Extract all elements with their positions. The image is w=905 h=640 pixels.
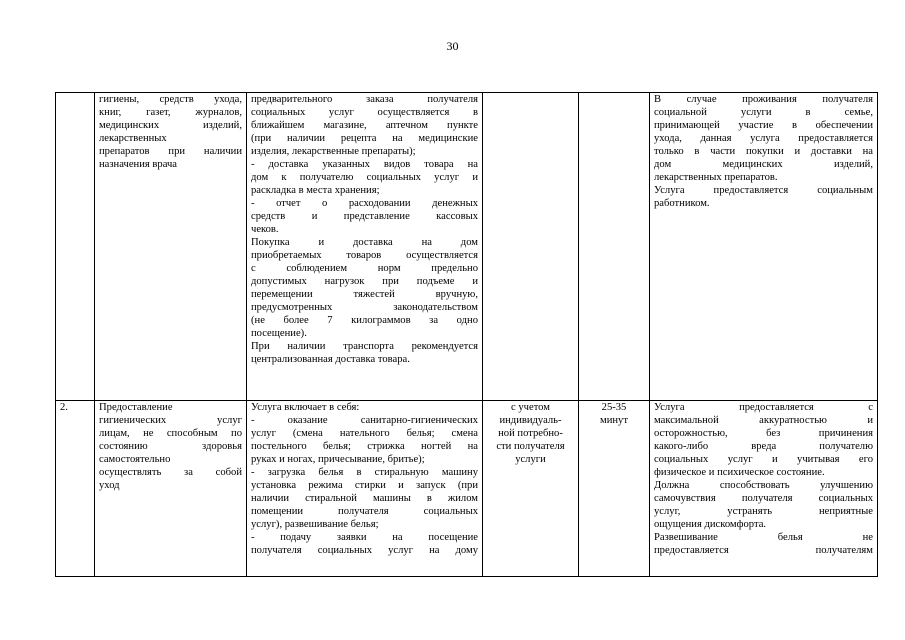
services-table <box>55 92 878 577</box>
text-line: Покупка и доставка на дом <box>251 237 478 248</box>
page-number: 30 <box>446 39 459 53</box>
text-line: ощущения дискомфорта. <box>654 519 767 530</box>
text-line: 25-35 <box>601 402 627 413</box>
text-line: лекарственных препаратов. <box>654 172 778 183</box>
text-line: лицам, не способным по <box>99 428 242 439</box>
text-line: посещение). <box>251 328 307 339</box>
text-line: сти получателя <box>496 441 565 452</box>
text-line: услуг (смена нательного белья; смена <box>251 428 478 439</box>
table-row <box>56 401 878 577</box>
text-line: перемещении тяжестей вручную, <box>251 289 478 300</box>
cell-notes <box>650 401 878 577</box>
text-line: ближайшем магазине, аптечном пункте <box>251 120 478 131</box>
text-line: лекарственных <box>99 133 167 144</box>
text-line: книг, газет, журналов, <box>99 107 242 118</box>
cell-number <box>56 93 95 401</box>
text-line: приобретаемых товаров осуществляется <box>251 250 478 261</box>
text-line: - подачу заявки на посещение <box>251 532 478 543</box>
text-line: самостоятельно <box>99 454 171 465</box>
text-line: руках и ногах, причесывание, бритье); <box>251 454 425 465</box>
text-line: только в части покупки и доставки на <box>654 146 873 157</box>
cell-service-content <box>247 93 483 401</box>
text-line: уход <box>99 480 120 491</box>
text-line: принимающей участие в обеспечении <box>654 120 873 131</box>
text-line: ухода, данная услуга предоставляется <box>654 133 873 144</box>
text-line: предварительного заказа получателя <box>251 94 478 105</box>
text-line: - загрузка белья в стиральную машину <box>251 467 478 478</box>
cell-number: 2. <box>56 401 95 577</box>
text-line: предусмотренных законодательством <box>251 302 478 313</box>
text-line: раскладка в места хранения; <box>251 185 380 196</box>
cell-service-content <box>247 401 483 577</box>
text-line: Предоставление <box>99 402 173 413</box>
text-line: допустимых нагрузок при подъеме и <box>251 276 478 287</box>
cell-service-name <box>95 93 247 401</box>
text-line: осторожностью, без причинения <box>654 428 873 439</box>
text-line: работником. <box>654 198 710 209</box>
text-line: (не более 7 килограммов за одно <box>251 315 478 326</box>
text-line: медицинских изделий, <box>99 120 242 131</box>
cell-service-time <box>579 401 650 577</box>
text-line: гигиенических услуг <box>99 415 242 426</box>
text-line: с соблюдением норм предельно <box>251 263 478 274</box>
text-line: социальных услуг осуществляется в <box>251 107 478 118</box>
text-line: Услуга предоставляется социальным <box>654 185 873 196</box>
text-line: - отчет о расходовании денежных <box>251 198 478 209</box>
text-line: назначения врача <box>99 159 177 170</box>
text-line: дом медицинских изделий, <box>654 159 873 170</box>
text-line: услуг, устранять неприятные <box>654 506 873 517</box>
text-line: услуг), развешивание белья; <box>251 519 379 530</box>
text-line: помещении получателя социальных <box>251 506 478 517</box>
text-line: ной потребно- <box>498 428 563 439</box>
text-line: индивидуаль- <box>499 415 562 426</box>
cell-service-name <box>95 401 247 577</box>
cell-service-volume <box>483 401 579 577</box>
text-line: централизованная доставка товара. <box>251 354 410 365</box>
text-line: самочувствия получателя социальных <box>654 493 873 504</box>
text-line: физическое и психическое состояние. <box>654 467 825 478</box>
text-line: Должна способствовать улучшению <box>654 480 873 491</box>
text-line: - доставка указанных видов товара на <box>251 159 478 170</box>
text-line: осуществлять за собой <box>99 467 242 478</box>
text-line: чеков. <box>251 224 279 235</box>
text-line: социальных услуг и учитывая его <box>654 454 873 465</box>
text-line: получателя социальных услуг на дому <box>251 545 478 556</box>
text-line: Услуга предоставляется с <box>654 402 873 413</box>
text-line: какого-либо вреда получателю <box>654 441 873 452</box>
text-line: изделия, лекарственные препараты); <box>251 146 416 157</box>
cell-service-time <box>579 93 650 401</box>
text-line: препаратов при наличии <box>99 146 242 157</box>
text-line: дом к получателю социальных услуг и <box>251 172 478 183</box>
text-line: (при наличии рецепта на медицинские <box>251 133 478 144</box>
text-line: При наличии транспорта рекомендуется <box>251 341 478 352</box>
text-line: с учетом <box>511 402 550 413</box>
cell-service-volume <box>483 93 579 401</box>
text-line: предоставляется получателям <box>654 545 873 556</box>
text-line: - оказание санитарно-гигиенических <box>251 415 478 426</box>
text-line: услуги <box>515 454 546 465</box>
text-line: В случае проживания получателя <box>654 94 873 105</box>
text-line: минут <box>600 415 628 426</box>
text-line: максимальной аккуратностью и <box>654 415 873 426</box>
text-line: постельного белья; стрижка ногтей на <box>251 441 478 452</box>
text-line: Услуга включает в себя: <box>251 402 360 413</box>
text-line: гигиены, средств ухода, <box>99 94 242 105</box>
table-row <box>56 93 878 401</box>
text-line: состоянию здоровья <box>99 441 242 452</box>
text-line: Развешивание белья не <box>654 532 873 543</box>
text-line: установка режима стирки и запуск (при <box>251 480 478 491</box>
text-line: социальной услуги в семье, <box>654 107 873 118</box>
text-line: наличии стиральной машины в жилом <box>251 493 478 504</box>
cell-notes <box>650 93 878 401</box>
text-line: средств и представление кассовых <box>251 211 478 222</box>
